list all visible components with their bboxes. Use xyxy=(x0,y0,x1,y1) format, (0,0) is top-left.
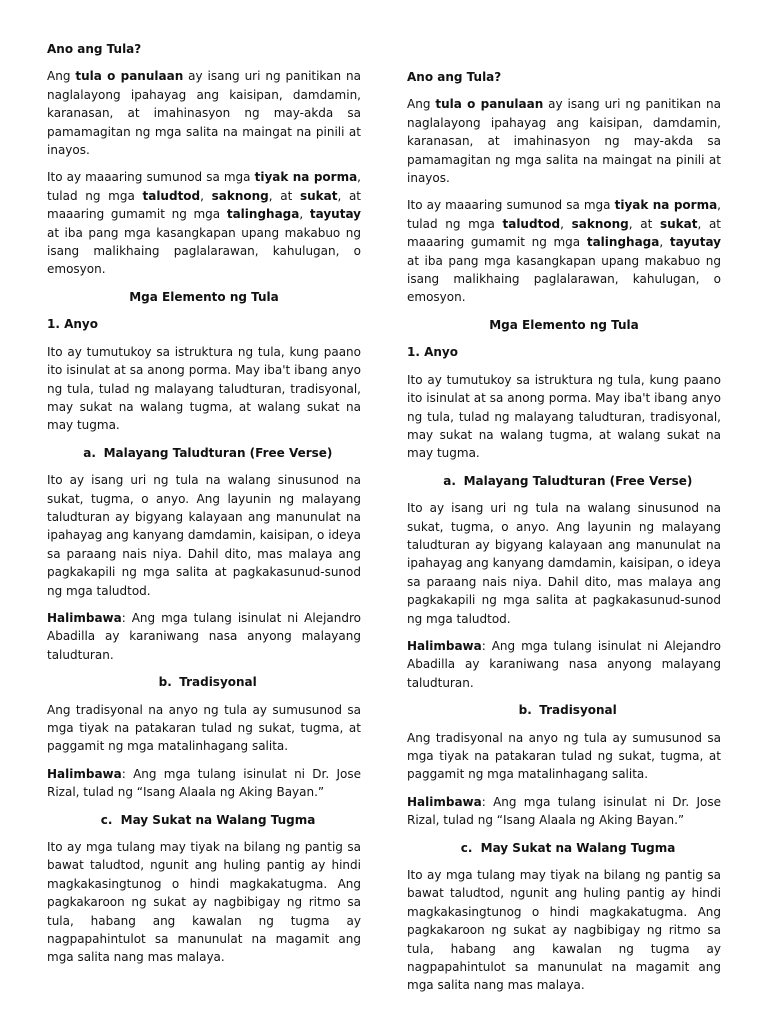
malayang-taludturan-paragraph: Ito ay isang uri ng tula na walang sinusunod na sukat, tugma, o anyo. Ang layunin ng malayang taludturan ay bigyang kalayaan ang manunulat na ipahayag ang kanyang damdamin, kaisipan, o ideya sa paraang nais niya. Dahil dito, mas malaya ang pagkakapili ng mga salita at pagkakasunud-sunod ng mga taludtod. xyxy=(407,501,721,626)
elements-heading: Mga Elemento ng Tula xyxy=(489,317,639,332)
anyo-paragraph: Ito ay tumutukoy sa istruktura ng tula, kung paano ito isinulat at sa anong porma. May iba't ibang anyo ng tula, tulad ng malayang taludturan, tradisyonal, may sukat na walang tugma, at walang sukat na may tugma. xyxy=(407,372,721,461)
subheading-malayang-taludturan: a. Malayang Taludturan (Free Verse) xyxy=(83,445,333,460)
document-title: Ano ang Tula? xyxy=(407,70,502,84)
example-paragraph-b: Halimbawa: Ang mga tulang isinulat ni Dr. Jose Rizal, tulad ng “Isang Alaala ng Aking Bayan.” xyxy=(407,794,721,828)
elements-heading: Mga Elemento ng Tula xyxy=(129,289,279,304)
subheading-malayang-taludturan: a. Malayang Taludturan (Free Verse) xyxy=(443,473,693,488)
text-column-right xyxy=(407,68,721,1004)
intro-paragraph-1: Ang tula o panulaan ay isang uri ng panitikan na naglalayong ipahayag ang kaisipan, damdamin, karanasan, at imahinasyon ng may-akda sa pamamagitan ng mga salita na maingat na pinili at inayos. xyxy=(47,69,361,158)
anyo-heading: 1. Anyo xyxy=(407,345,458,360)
intro-paragraph-2: Ito ay maaaring sumunod sa mga tiyak na porma, tulad ng mga taludtod, saknong, at sukat, at maaaring gumamit ng mga talinghaga, tayutay at iba pang mga kasangkapan upang makabuo ng isang malikhaing paglalarawan, kahulugan, o emosyon. xyxy=(407,198,721,305)
example-paragraph-a: Halimbawa: Ang mga tulang isinulat ni Alejandro Abadilla ay karaniwang nasa anyong malayang taludturan. xyxy=(47,610,361,662)
subheading-tradisyonal: b. Tradisyonal xyxy=(518,703,617,718)
example-paragraph-a: Halimbawa: Ang mga tulang isinulat ni Alejandro Abadilla ay karaniwang nasa anyong malayang taludturan. xyxy=(407,638,721,690)
tradisyonal-paragraph: Ang tradisyonal na anyo ng tula ay sumusunod sa mga tiyak na patakaran tulad ng sukat, tugma, at paggamit ng mga matalinhagang salita. xyxy=(407,730,721,782)
text-column-left xyxy=(47,40,361,976)
may-sukat-paragraph: Ito ay mga tulang may tiyak na bilang ng pantig sa bawat taludtod, ngunit ang huling pantig ay hindi magkakasingtunog o hindi magkakatugma. Ang pagkakaroon ng sukat ay nagbibigay ng ritmo sa tula, habang ang kawalan ng tugma ay nagpapahintulot sa manunulat na magamit ang mga salita nang mas malaya. xyxy=(407,868,721,993)
document-title: Ano ang Tula? xyxy=(47,42,142,56)
may-sukat-paragraph: Ito ay mga tulang may tiyak na bilang ng pantig sa bawat taludtod, ngunit ang huling pantig ay hindi magkakasingtunog o hindi magkakatugma. Ang pagkakaroon ng sukat ay nagbibigay ng ritmo sa tula, habang ang kawalan ng tugma ay nagpapahintulot sa manunulat na magamit ang mga salita nang mas malaya. xyxy=(47,840,361,965)
subheading-may-sukat-na-walang-tugma: c. May Sukat na Walang Tugma xyxy=(100,812,316,827)
subheading-tradisyonal: b. Tradisyonal xyxy=(158,675,257,690)
anyo-heading: 1. Anyo xyxy=(47,317,98,332)
intro-paragraph-1: Ang tula o panulaan ay isang uri ng panitikan na naglalayong ipahayag ang kaisipan, damdamin, karanasan, at imahinasyon ng may-akda sa pamamagitan ng mga salita na maingat na pinili at inayos. xyxy=(407,97,721,186)
anyo-paragraph: Ito ay tumutukoy sa istruktura ng tula, kung paano ito isinulat at sa anong porma. May iba't ibang anyo ng tula, tulad ng malayang taludturan, tradisyonal, may sukat na walang tugma, at walang sukat na may tugma. xyxy=(47,344,361,433)
tradisyonal-paragraph: Ang tradisyonal na anyo ng tula ay sumusunod sa mga tiyak na patakaran tulad ng sukat, tugma, at paggamit ng mga matalinhagang salita. xyxy=(47,702,361,754)
example-paragraph-b: Halimbawa: Ang mga tulang isinulat ni Dr. Jose Rizal, tulad ng “Isang Alaala ng Aking Bayan.” xyxy=(47,766,361,800)
malayang-taludturan-paragraph: Ito ay isang uri ng tula na walang sinusunod na sukat, tugma, o anyo. Ang layunin ng malayang taludturan ay bigyang kalayaan ang manunulat na ipahayag ang kanyang damdamin, kaisipan, o ideya sa paraang nais niya. Dahil dito, mas malaya ang pagkakapili ng mga salita at pagkakasunud-sunod ng mga taludtod. xyxy=(47,473,361,598)
subheading-may-sukat-na-walang-tugma: c. May Sukat na Walang Tugma xyxy=(460,840,676,855)
intro-paragraph-2: Ito ay maaaring sumunod sa mga tiyak na porma, tulad ng mga taludtod, saknong, at sukat, at maaaring gumamit ng mga talinghaga, tayutay at iba pang mga kasangkapan upang makabuo ng isang malikhaing paglalarawan, kahulugan, o emosyon. xyxy=(47,170,361,277)
